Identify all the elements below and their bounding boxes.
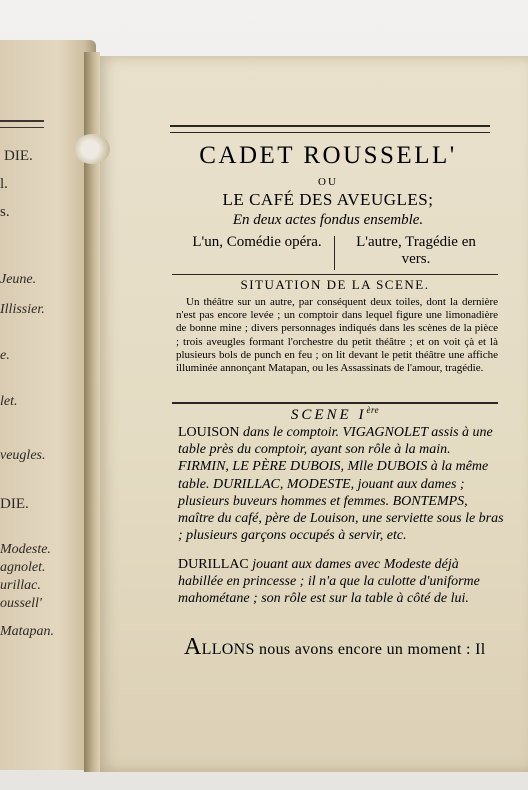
genre-right: L'autre, Tragédie en vers. <box>356 234 476 267</box>
left-page-line: l. <box>0 176 8 192</box>
scene-heading-label: SCENE I <box>290 407 367 423</box>
stage-lead: DURILLAC <box>178 557 249 572</box>
left-page-rule <box>0 120 44 128</box>
scene-heading-ordinal: ère <box>366 405 380 415</box>
left-page-line: Matapan. <box>0 624 55 639</box>
left-page-line: DIE. <box>4 148 33 164</box>
left-page-line: veugles. <box>0 448 46 463</box>
left-page-line: Illissier. <box>0 302 45 317</box>
stage-rest: jouant aux dames avec Modeste déjà habillée en princesse ; il n'a que la culotte d'uniforme mahométane ; son rôle est sur la table à côté de lui. <box>178 557 480 607</box>
left-page-line: Modeste. <box>0 542 51 557</box>
left-page-line: oussell' <box>0 596 42 611</box>
left-page-line: e. <box>0 348 10 363</box>
cast-paragraph <box>178 424 504 544</box>
scene-heading <box>172 405 498 424</box>
genre-divider <box>334 236 335 270</box>
situation-heading: SITUATION DE LA SCENE. <box>240 277 430 292</box>
cast-rest: dans le comptoir. VIGAGNOLET assis à une table près du comptoir, ayant son rôle à la main. FIRMIN, LE PÈRE DUBOIS, Mlle DUBOIS à la même table. DURILLAC, MODESTE, jouant aux dames ; plusieurs buveurs hommes et femmes. BONTEMPS, maître du café, père de Louison, une serviette sous le bras ; plusieurs garçons occupés à servir, etc. <box>178 425 504 544</box>
stage-direction <box>178 556 504 608</box>
title-rule <box>170 125 490 133</box>
situation-text: Un théâtre sur un autre, par conséquent deux toiles, dont la dernière n'est pas encore levée ; un comptoir dans lequel figure une limonadière de bonne mine ; divers personnages indiqués dans les scènes de la pièce ; trois aveugles formant l'orchestre du petit théâtre ; et on voit çà et là plusieurs bols de punch en feu ; on lit devant le petit théâtre une affiche illuminée annonçant Matapan, ou les Assassinats de l'amour, tragédie. <box>176 296 498 375</box>
title-note: En deux actes fondus ensemble. <box>232 212 424 228</box>
cast-lead: LOUISON <box>178 425 240 440</box>
scene-rule <box>172 402 498 404</box>
dialogue-line: ALLONS nous avons encore un moment : Il <box>184 634 486 660</box>
page-title: CADET ROUSSELL' <box>199 142 457 169</box>
page-subtitle: LE CAFÉ DES AVEUGLES; <box>222 190 434 209</box>
left-page-line: DIE. <box>0 496 29 512</box>
genre-left: L'un, Comédie opéra. <box>192 234 322 250</box>
section-rule <box>172 274 498 275</box>
title-ou: OU <box>318 176 338 188</box>
binding-hole <box>74 134 110 164</box>
left-page-line: Jeune. <box>0 272 37 287</box>
left-page-line: let. <box>0 394 18 409</box>
left-page-line: s. <box>0 204 10 220</box>
left-page-line: agnolet. <box>0 560 46 575</box>
left-page-line: urillac. <box>0 578 41 593</box>
